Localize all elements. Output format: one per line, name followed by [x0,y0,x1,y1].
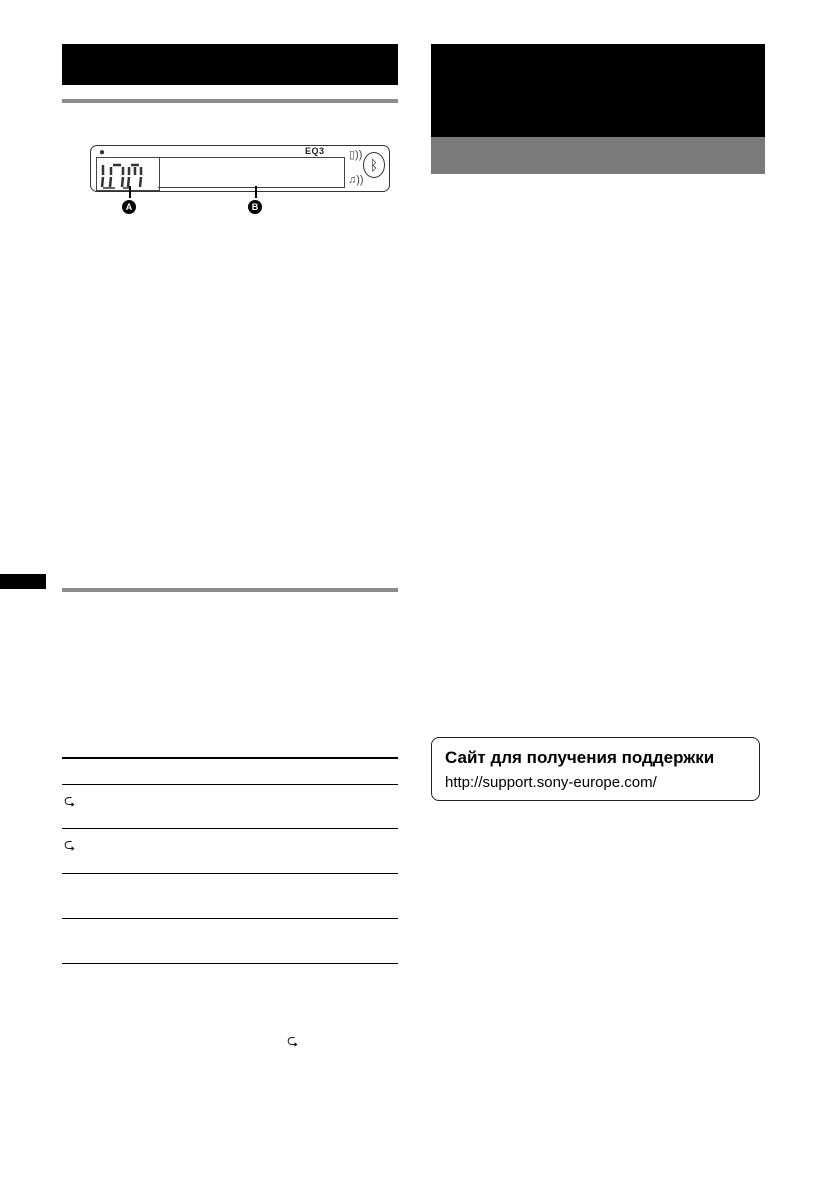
right-section-header-bar [431,44,765,137]
repeat-icon: ⮎ [64,792,76,808]
phone-signal-icon: ▯)) [349,149,363,161]
bluetooth-icon: ᛒ [363,152,385,178]
section-rule-middle [62,588,398,592]
table-row-rule [62,918,398,919]
callout-a-leader [129,186,131,198]
left-section-header-bar [62,44,398,85]
music-signal-icon: ♫)) [348,174,364,186]
disc-icon: ● [99,147,106,158]
display-text-area [158,157,345,188]
display-segment-area [96,157,160,191]
callout-a-badge: A [122,200,136,214]
table-row-rule [62,784,398,785]
table-row-rule [62,963,398,964]
eq3-indicator: EQ3 [305,146,325,156]
callout-b-leader [255,186,257,198]
table-header-rule [62,757,398,759]
repeat-icon: ⮎ [287,1032,299,1048]
right-section-subheader-bar [431,137,765,174]
table-row-rule [62,828,398,829]
support-site-box [431,737,760,801]
repeat-icon: ⮎ [64,836,76,852]
segment-digits-icon [97,158,159,190]
callout-b-badge: B [248,200,262,214]
support-title: Сайт для получения поддержки [445,748,715,767]
side-language-tab [0,574,46,589]
section-rule-top [62,99,398,103]
table-row-rule [62,873,398,874]
support-url-link[interactable]: http://support.sony-europe.com/ [445,774,657,791]
